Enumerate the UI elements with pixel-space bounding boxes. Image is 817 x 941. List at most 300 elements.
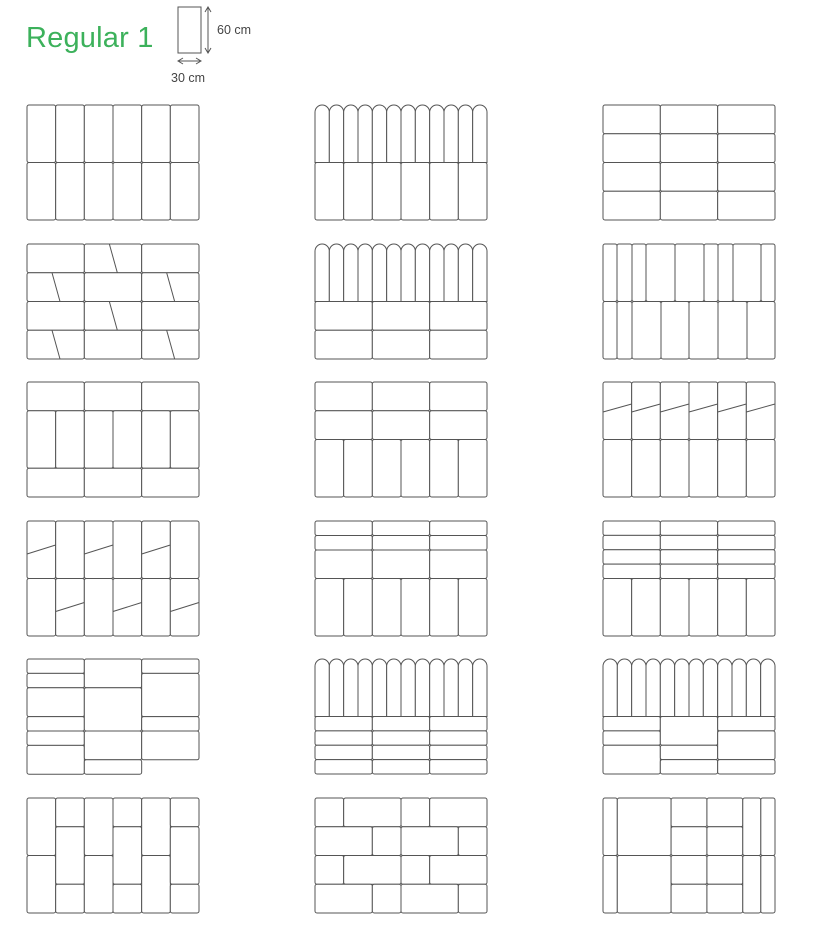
arched-tile xyxy=(660,659,674,717)
tile xyxy=(718,550,775,564)
arched-tile xyxy=(444,244,458,301)
tile xyxy=(315,330,372,359)
tile-split xyxy=(27,545,56,554)
tile xyxy=(660,760,717,774)
pattern-vertical-slanted-tops xyxy=(603,382,775,497)
arched-tile xyxy=(473,244,487,301)
tile xyxy=(660,440,689,498)
tile xyxy=(671,856,707,885)
arched-tile xyxy=(401,659,415,717)
tile xyxy=(344,579,373,637)
tile xyxy=(27,105,56,163)
arched-tile xyxy=(430,659,444,717)
tile-split xyxy=(56,603,85,612)
tile xyxy=(84,760,141,774)
tile-split xyxy=(170,603,199,612)
tile xyxy=(113,411,142,469)
tile xyxy=(671,827,707,856)
tile xyxy=(430,856,487,885)
arched-tile xyxy=(315,244,329,301)
tile xyxy=(27,163,56,221)
pattern-vertical-tiles-two-rows xyxy=(27,105,199,220)
pattern-vertical-split-lines xyxy=(603,244,775,359)
tile xyxy=(746,579,775,637)
tile xyxy=(372,330,429,359)
tile xyxy=(56,579,85,637)
pattern-horizontal-over-vertical xyxy=(315,382,487,497)
arched-tile xyxy=(732,659,746,716)
pattern-arched-tops-over-vertical xyxy=(315,105,487,220)
tile xyxy=(344,798,401,827)
height-label: 60 cm xyxy=(217,23,252,37)
tile xyxy=(660,745,717,759)
tile xyxy=(84,302,141,331)
tile xyxy=(142,521,171,579)
tile xyxy=(746,382,775,440)
tile xyxy=(315,884,372,913)
tile xyxy=(27,798,56,856)
arched-tile xyxy=(458,244,472,302)
tile xyxy=(617,856,671,914)
arched-tile xyxy=(358,105,372,163)
arched-tile xyxy=(703,659,717,717)
arched-tile xyxy=(387,105,401,163)
tile xyxy=(430,745,487,759)
arched-tile xyxy=(401,244,415,301)
tile xyxy=(372,827,401,856)
tile xyxy=(315,745,372,759)
tile xyxy=(84,105,113,163)
tile xyxy=(761,856,775,914)
tile xyxy=(401,440,430,498)
tile xyxy=(372,550,429,579)
tile xyxy=(458,579,487,637)
tile xyxy=(660,521,717,535)
tile xyxy=(142,163,171,221)
tile-size-legend xyxy=(0,0,270,95)
tile-split xyxy=(167,273,175,302)
tile xyxy=(170,798,199,827)
pattern-horizontal-frame-vertical-center xyxy=(27,382,199,497)
tile xyxy=(689,440,718,498)
arched-tile xyxy=(603,659,617,716)
tile xyxy=(430,536,487,551)
arched-tile xyxy=(458,659,472,716)
tile xyxy=(142,244,199,273)
arched-tile xyxy=(315,659,329,717)
tile xyxy=(718,717,775,731)
tile xyxy=(603,550,660,564)
tile xyxy=(671,798,707,827)
tile xyxy=(603,163,660,192)
tile xyxy=(170,521,199,579)
tile xyxy=(603,440,632,498)
tile-split xyxy=(142,545,171,554)
tile xyxy=(718,105,775,134)
tile xyxy=(430,302,487,331)
tile xyxy=(632,244,646,302)
tile xyxy=(632,302,661,360)
pattern-horizontal-offset-with-slants xyxy=(27,244,199,359)
arched-tile xyxy=(372,105,386,163)
tile xyxy=(430,163,459,221)
tile-split xyxy=(84,545,113,554)
tile xyxy=(401,827,458,856)
tile-split xyxy=(167,330,175,359)
tile xyxy=(142,273,199,302)
tile xyxy=(430,798,487,827)
tile xyxy=(27,688,84,717)
tile xyxy=(56,411,85,469)
tile xyxy=(56,884,85,913)
tile xyxy=(617,302,632,360)
tile xyxy=(315,382,372,411)
tile xyxy=(401,798,430,827)
tile xyxy=(315,760,372,774)
tile xyxy=(142,673,199,716)
tile xyxy=(430,731,487,745)
tile xyxy=(660,382,689,440)
tile xyxy=(142,411,171,469)
tile xyxy=(718,440,747,498)
tile xyxy=(27,521,56,579)
arched-tile xyxy=(329,659,343,716)
tile xyxy=(430,411,487,440)
arched-tile xyxy=(387,244,401,301)
arched-tile xyxy=(761,659,775,716)
tile xyxy=(603,745,660,774)
pattern-many-strips-over-vertical xyxy=(603,521,775,636)
page-title: Regular 1 xyxy=(26,22,154,54)
tile xyxy=(603,856,617,914)
tile xyxy=(56,798,85,827)
tile xyxy=(84,330,141,359)
tile-split xyxy=(632,404,661,412)
tile xyxy=(84,163,113,221)
tile xyxy=(718,163,775,192)
tile xyxy=(718,382,747,440)
tile-split xyxy=(109,244,117,273)
tile xyxy=(718,535,775,549)
tile xyxy=(430,717,487,731)
tile xyxy=(707,827,743,856)
tile xyxy=(372,717,429,731)
tile xyxy=(315,411,372,440)
tile xyxy=(27,302,84,331)
tile xyxy=(603,382,632,440)
tile xyxy=(315,798,344,827)
tile xyxy=(56,163,85,221)
arched-tile xyxy=(617,659,631,717)
tile xyxy=(707,884,743,913)
tile xyxy=(84,521,113,579)
tile xyxy=(142,798,171,856)
tile xyxy=(315,827,372,856)
tile xyxy=(660,163,717,192)
tile xyxy=(27,745,84,774)
tile xyxy=(27,731,84,745)
tile xyxy=(401,163,430,221)
tile xyxy=(718,564,775,578)
tile xyxy=(84,468,141,497)
tile xyxy=(430,521,487,536)
tile xyxy=(84,579,113,637)
tile xyxy=(27,244,84,273)
tile xyxy=(142,856,171,914)
tile xyxy=(372,745,429,759)
arched-tile xyxy=(344,105,358,163)
arched-tile xyxy=(430,244,444,301)
tile xyxy=(113,163,142,221)
tile xyxy=(660,191,717,220)
tile xyxy=(660,535,717,549)
tile xyxy=(170,884,199,913)
tile xyxy=(113,827,142,885)
tile xyxy=(632,440,661,498)
tile xyxy=(84,244,141,273)
tile xyxy=(315,550,372,579)
pattern-arched-tops-over-strips xyxy=(315,659,487,774)
tile xyxy=(603,191,660,220)
pattern-vertical-checker-stagger xyxy=(27,798,199,913)
tile xyxy=(113,884,142,913)
arched-tile xyxy=(372,659,386,716)
tile xyxy=(617,798,671,856)
tile xyxy=(707,798,743,827)
tile xyxy=(142,717,199,731)
tile xyxy=(718,302,747,360)
tile xyxy=(458,163,487,221)
tile xyxy=(401,884,458,913)
arched-tile xyxy=(646,659,660,716)
tile xyxy=(315,302,372,331)
arched-tile xyxy=(458,105,472,163)
pattern-arched-tops-over-mixed xyxy=(603,659,775,774)
tile xyxy=(142,382,199,411)
pattern-mixed-strip-columns xyxy=(27,659,199,774)
arched-tile xyxy=(444,105,458,163)
tile xyxy=(603,798,617,856)
arched-tile xyxy=(315,105,329,163)
tile xyxy=(27,579,56,637)
tile xyxy=(646,244,675,302)
tile xyxy=(27,673,84,687)
tile xyxy=(27,382,84,411)
tile xyxy=(84,798,113,856)
width-label: 30 cm xyxy=(171,71,206,85)
tile xyxy=(84,382,141,411)
tile xyxy=(315,856,344,885)
arched-tile xyxy=(430,105,444,163)
tile xyxy=(660,105,717,134)
tile-split xyxy=(746,404,775,412)
tile xyxy=(372,760,429,774)
tile xyxy=(746,440,775,498)
tile xyxy=(142,302,199,331)
tile-split xyxy=(52,330,60,359)
tile xyxy=(761,244,775,302)
tile xyxy=(372,382,429,411)
tile xyxy=(718,521,775,535)
tile xyxy=(632,579,661,637)
arched-tile xyxy=(401,105,415,163)
tile xyxy=(142,659,199,673)
tile xyxy=(617,244,632,302)
tile xyxy=(372,884,401,913)
tile xyxy=(372,411,429,440)
tile xyxy=(458,884,487,913)
arched-tile xyxy=(675,659,689,716)
tile xyxy=(27,717,84,731)
pattern-thin-strips-over-vertical xyxy=(315,521,487,636)
tile xyxy=(704,244,718,302)
tile xyxy=(603,535,660,549)
arched-tile xyxy=(473,105,487,163)
tile xyxy=(718,760,775,774)
tile xyxy=(27,659,84,673)
tile xyxy=(632,382,661,440)
tile xyxy=(458,827,487,856)
tile xyxy=(603,244,617,302)
tile xyxy=(603,105,660,134)
tile xyxy=(430,382,487,411)
tile-size-icon xyxy=(178,7,201,53)
arched-tile xyxy=(415,105,429,163)
tile xyxy=(344,856,401,885)
tile xyxy=(675,244,704,302)
tile xyxy=(170,411,199,469)
tile xyxy=(170,163,199,221)
tile xyxy=(84,856,113,914)
tile xyxy=(743,798,761,856)
tile xyxy=(142,330,199,359)
tile xyxy=(718,244,733,302)
tile xyxy=(689,382,718,440)
tile xyxy=(401,856,430,885)
arched-tile xyxy=(344,659,358,717)
tile xyxy=(27,468,84,497)
tile-split xyxy=(660,404,689,412)
tile xyxy=(372,521,429,536)
tile-split xyxy=(113,603,142,612)
pattern-horizontal-running-bond xyxy=(315,798,487,913)
tile xyxy=(344,163,373,221)
tile-split xyxy=(603,404,632,412)
arched-tile xyxy=(344,244,358,301)
tile xyxy=(170,105,199,163)
tile xyxy=(660,564,717,578)
tile xyxy=(372,579,401,637)
tile xyxy=(315,717,372,731)
arched-tile xyxy=(329,105,343,163)
tile xyxy=(142,731,199,760)
tile xyxy=(315,521,372,536)
arched-tile xyxy=(632,659,646,716)
tile xyxy=(315,440,344,498)
tile xyxy=(660,717,717,746)
tile xyxy=(84,659,141,688)
tile xyxy=(661,302,689,360)
tile xyxy=(142,468,199,497)
tile xyxy=(113,798,142,827)
tile xyxy=(27,856,56,914)
tile xyxy=(401,579,430,637)
tile xyxy=(603,134,660,163)
tile xyxy=(718,134,775,163)
tile xyxy=(743,856,761,914)
tile xyxy=(603,564,660,578)
tile xyxy=(113,579,142,637)
tile xyxy=(84,731,141,760)
tile xyxy=(27,330,84,359)
tile xyxy=(603,302,617,360)
arched-tile xyxy=(746,659,760,717)
tile xyxy=(372,302,429,331)
tile xyxy=(671,884,707,913)
tile xyxy=(372,536,429,551)
tile xyxy=(372,440,401,498)
tile xyxy=(660,134,717,163)
arched-tile xyxy=(387,659,401,717)
tile xyxy=(660,579,689,637)
pattern-arched-tops-over-horizontal xyxy=(315,244,487,359)
arched-tile xyxy=(689,659,703,716)
tile xyxy=(689,579,718,637)
tile-split xyxy=(109,302,117,331)
tile xyxy=(430,550,487,579)
arched-tile xyxy=(415,659,429,716)
tile xyxy=(372,731,429,745)
tile xyxy=(718,731,775,760)
tile xyxy=(315,536,372,551)
tile xyxy=(84,273,141,302)
tile-split xyxy=(689,404,718,412)
tile xyxy=(603,579,632,637)
arched-tile xyxy=(358,659,372,717)
pattern-vertical-slanted-staggered xyxy=(27,521,199,636)
arched-tile xyxy=(415,244,429,302)
arched-tile xyxy=(329,244,343,302)
arched-tile xyxy=(372,244,386,302)
arched-tile xyxy=(444,659,458,717)
tile xyxy=(113,521,142,579)
tile xyxy=(761,798,775,856)
arched-tile xyxy=(718,659,732,716)
tile xyxy=(603,521,660,535)
tile xyxy=(733,244,761,302)
tile-split xyxy=(52,273,60,302)
tile xyxy=(170,827,199,885)
tile xyxy=(84,411,113,469)
tile xyxy=(344,440,373,498)
tile xyxy=(56,827,85,885)
tile xyxy=(315,579,344,637)
tile xyxy=(430,760,487,774)
tile xyxy=(315,731,372,745)
tile xyxy=(56,521,85,579)
tile xyxy=(56,105,85,163)
tile xyxy=(603,731,660,745)
tile xyxy=(718,579,747,637)
tile xyxy=(113,105,142,163)
tile xyxy=(603,717,660,731)
tile xyxy=(27,411,56,469)
arched-tile xyxy=(358,244,372,301)
tile xyxy=(689,302,718,360)
tile xyxy=(458,440,487,498)
tile xyxy=(142,105,171,163)
tile xyxy=(84,688,141,731)
